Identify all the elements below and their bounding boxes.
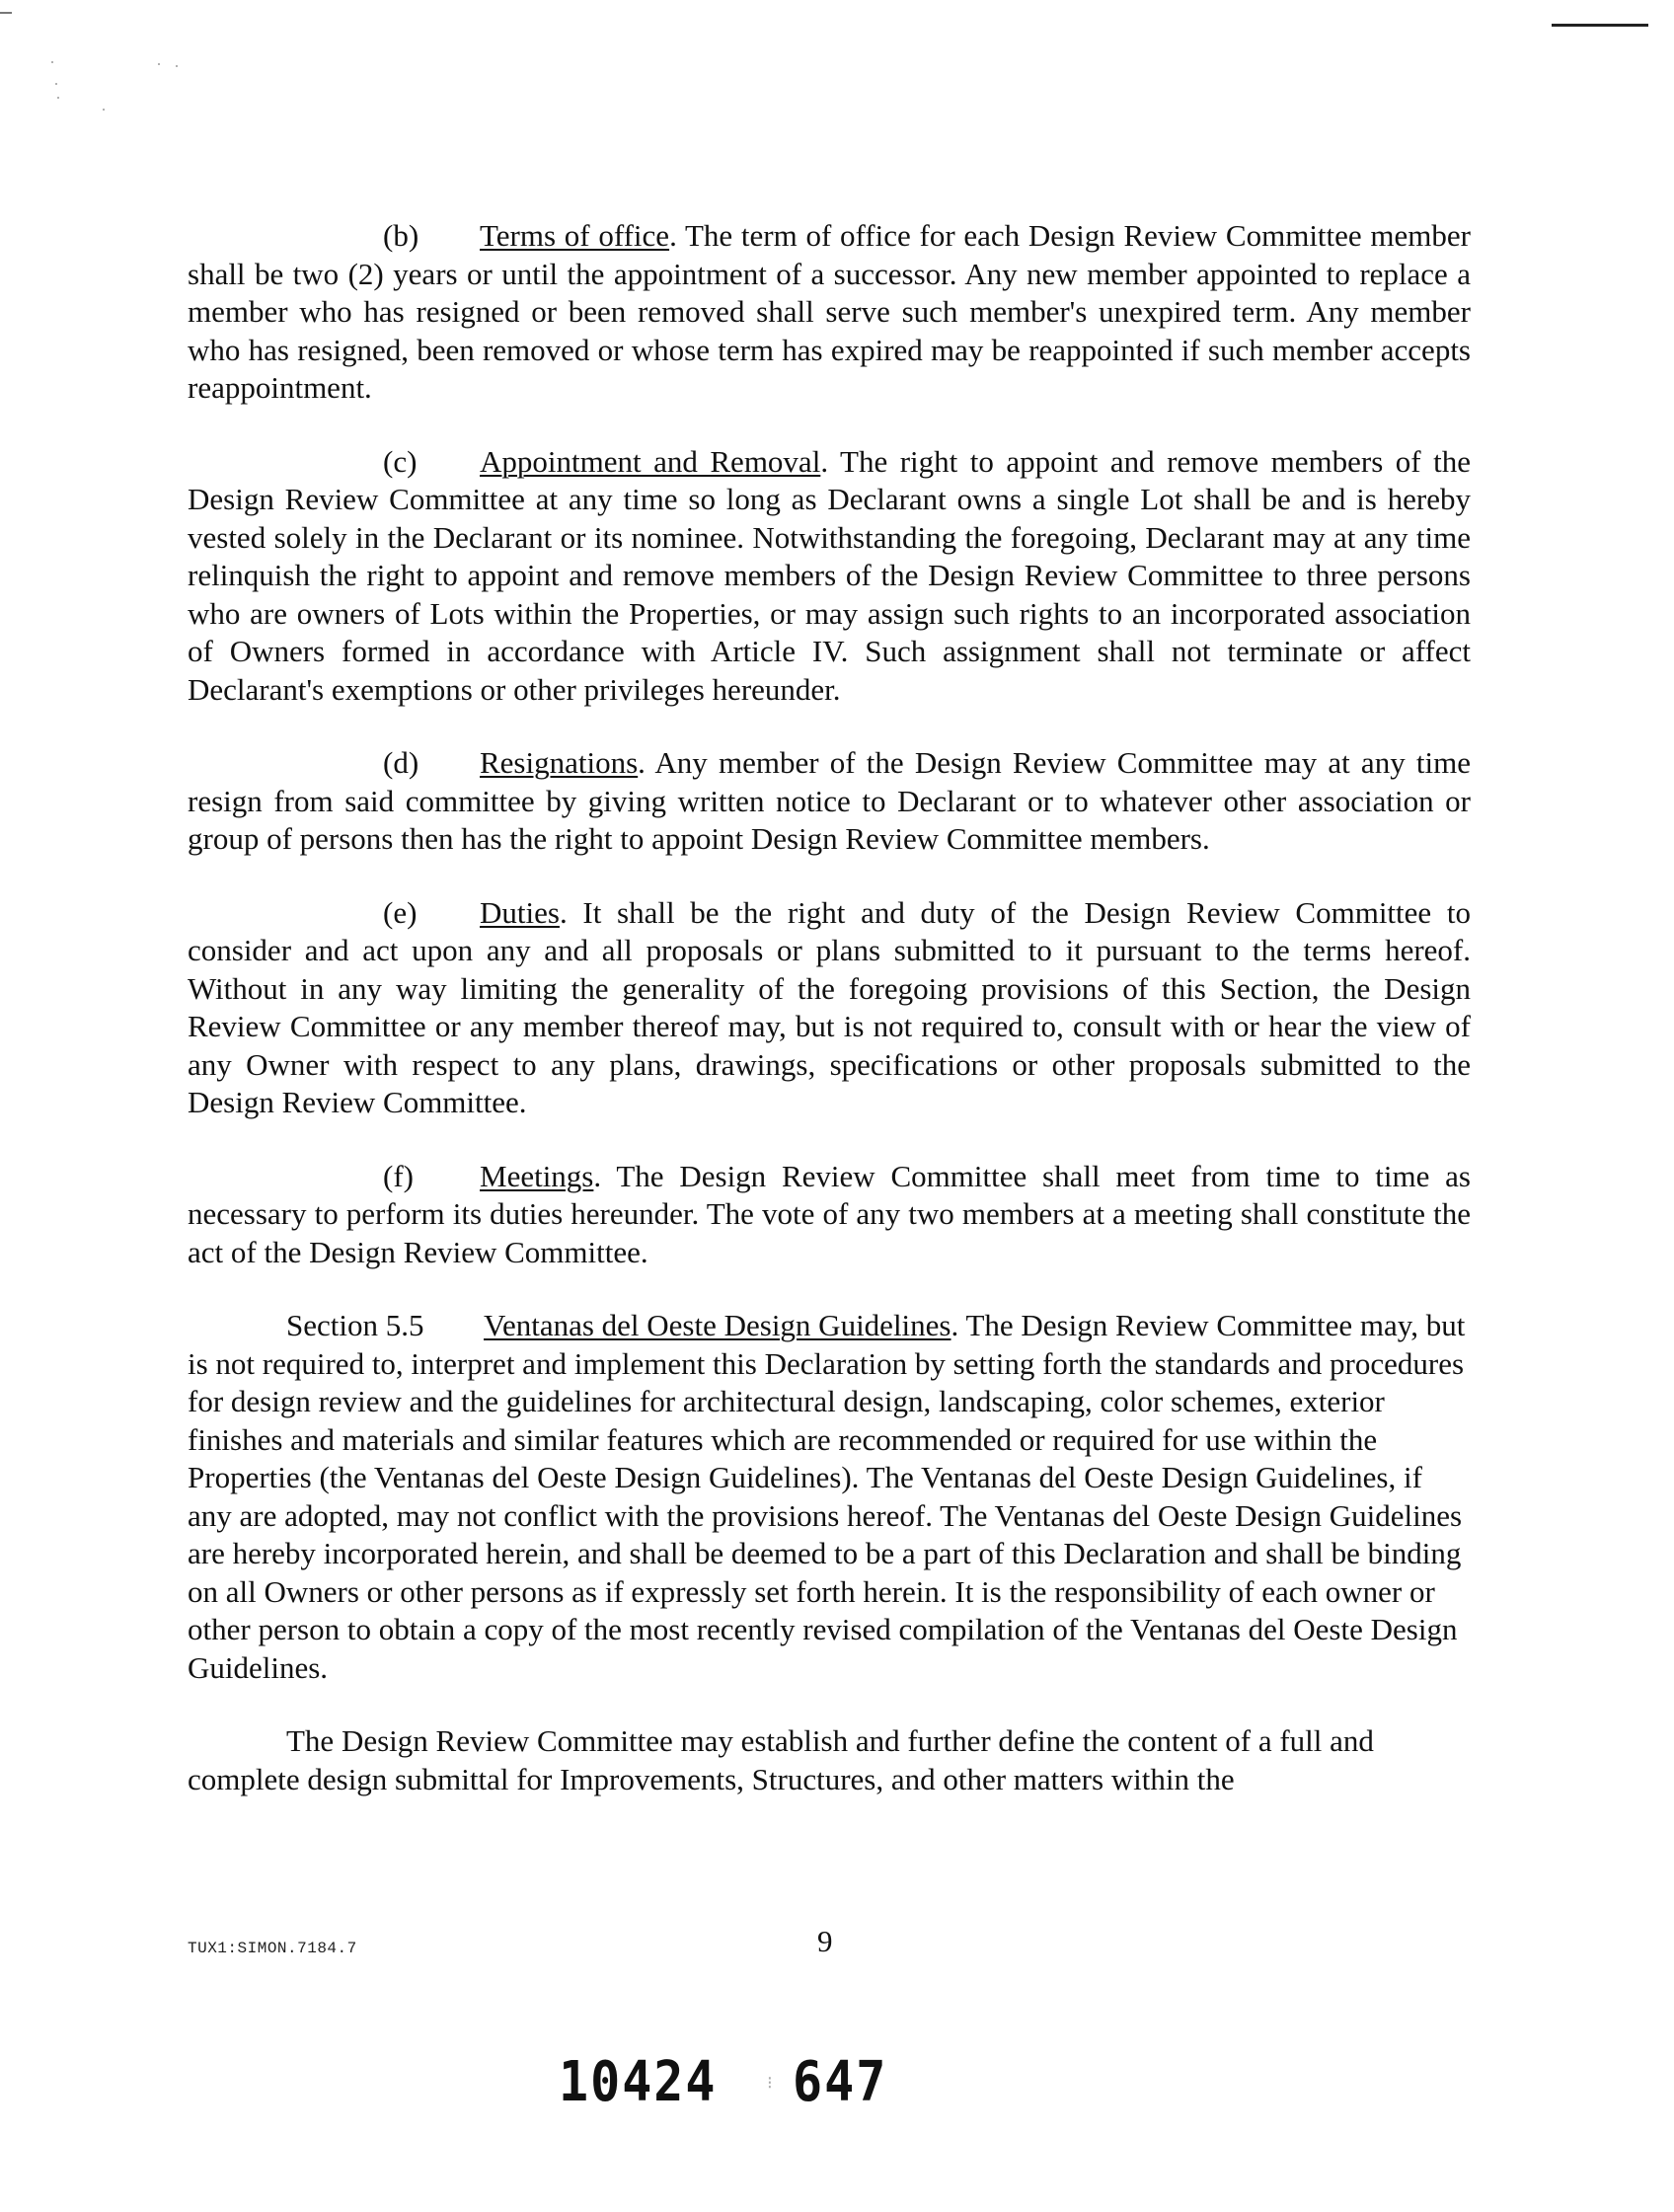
section-heading: Ventanas del Oeste Design Guidelines — [484, 1308, 951, 1342]
scan-artifact-line — [1552, 24, 1648, 27]
subsection-d — [188, 744, 1471, 859]
paragraph-spacer — [188, 1122, 1471, 1158]
subsection-label: (c) — [383, 443, 418, 479]
scan-speck — [57, 97, 59, 99]
scan-artifact-dash — [0, 12, 12, 14]
scan-speck — [55, 83, 57, 85]
scan-speck — [158, 63, 160, 65]
section-5-5 — [188, 1307, 1471, 1687]
paragraph-spacer — [188, 1687, 1471, 1722]
subsection-label: (e) — [383, 894, 418, 930]
page-number: 9 — [817, 1924, 833, 1958]
scan-speck — [51, 61, 53, 63]
subsection-b — [188, 217, 1471, 408]
subsection-text: . The Design Review Committee shall meet from time to time as necessary to perform its duties hereunder. The vote of any two members at a meeting shall constitute the act of the Design Review Committee. — [188, 1158, 1471, 1269]
paragraph-spacer — [188, 1271, 1471, 1307]
document-body — [188, 217, 1471, 1798]
section-text: . The Design Review Committee may, but is not required to, interpret and implement this Declaration by setting forth the standards and procedures for design review and the guidelines for architectural design, landscaping, color schemes, exterior finishes and materials and similar features which are recommended or required for use within the Properties (the Ventanas del Oeste Design Guidelines). The Ventanas del Oeste Design Guidelines, if any are adopted, may not conflict with the provisions hereof. The Ventanas del Oeste Design Guidelines are hereby incorporated herein, and shall be deemed to be a part of this Declaration and shall be binding on all Owners or other persons as if expressly set forth herein. It is the responsibility of each owner or other person to obtain a copy of the most recently revised compilation of the Ventanas del Oeste Design Guidelines. — [188, 1308, 1466, 1685]
paragraph-spacer — [188, 859, 1471, 894]
paragraph-spacer — [188, 408, 1471, 443]
recording-stamp-book: 10424 — [559, 2049, 718, 2114]
subsection-text: . The right to appoint and remove members of the Design Review Committee at any time so long as Declarant owns a single Lot shall be and is hereby vested solely in the Declarant or its nominee. Notwithstanding the foregoing, Declarant may at any time relinquish the right to appoint and remove members of the Design Review Committee to three persons who are owners of Lots within the Properties, or may assign such rights to an incorporated association of Owners formed in accordance with Article IV. Such assignment shall not terminate or affect Declarant's exemptions or other privileges hereunder. — [188, 443, 1471, 707]
subsection-heading: Resignations — [480, 745, 639, 780]
closing-paragraph: The Design Review Committee may establish and further define the content of a full and complete design submittal for Improvements, Structures, and other matters within the — [188, 1723, 1374, 1796]
section-label: Section 5.5 — [286, 1308, 424, 1342]
subsection-heading: Duties — [480, 894, 560, 930]
subsection-heading: Appointment and Removal — [480, 443, 821, 479]
subsection-e — [188, 894, 1471, 1122]
recording-stamp-page: 647 — [793, 2049, 888, 2114]
subsection-heading: Terms of office — [480, 218, 670, 253]
paragraph-spacer — [188, 709, 1471, 744]
subsection-label: (b) — [383, 218, 419, 253]
subsection-label: (f) — [383, 1158, 414, 1193]
subsection-text: . The term of office for each Design Review Committee member shall be two (2) years or until the appointment of a successor. Any new member appointed to replace a member who has resigned or been removed shall serve such member's unexpired term. Any member who has resigned, been removed or whose term has expired may be reappointed if such member accepts reappointment. — [188, 218, 1471, 405]
subsection-f — [188, 1158, 1471, 1272]
document-id: TUX1:SIMON.7184.7 — [188, 1940, 357, 1957]
subsection-label: (d) — [383, 745, 419, 780]
subsection-text: . Any member of the Design Review Committee may at any time resign from said committee by giving written notice to Declarant or to whatever other association or group of persons then has the right to appoint Design Review Committee members. — [188, 745, 1471, 856]
scan-speck — [103, 109, 105, 111]
stamp-separator-mark: ⁝ — [767, 2073, 773, 2093]
scan-speck — [176, 65, 178, 67]
subsection-heading: Meetings — [480, 1158, 594, 1193]
subsection-text: . It shall be the right and duty of the Design Review Committee to consider and act upon any and all proposals or plans submitted to it pursuant to the terms hereof. Without in any way limiting the generality of the foregoing provisions of this Section, the Design Review Committee or any member thereof may, but is not required to, consult with or hear the view of any Owner with respect to any plans, drawings, specifications or other proposals submitted to the Design Review Committee. — [188, 894, 1471, 1119]
subsection-c — [188, 443, 1471, 710]
